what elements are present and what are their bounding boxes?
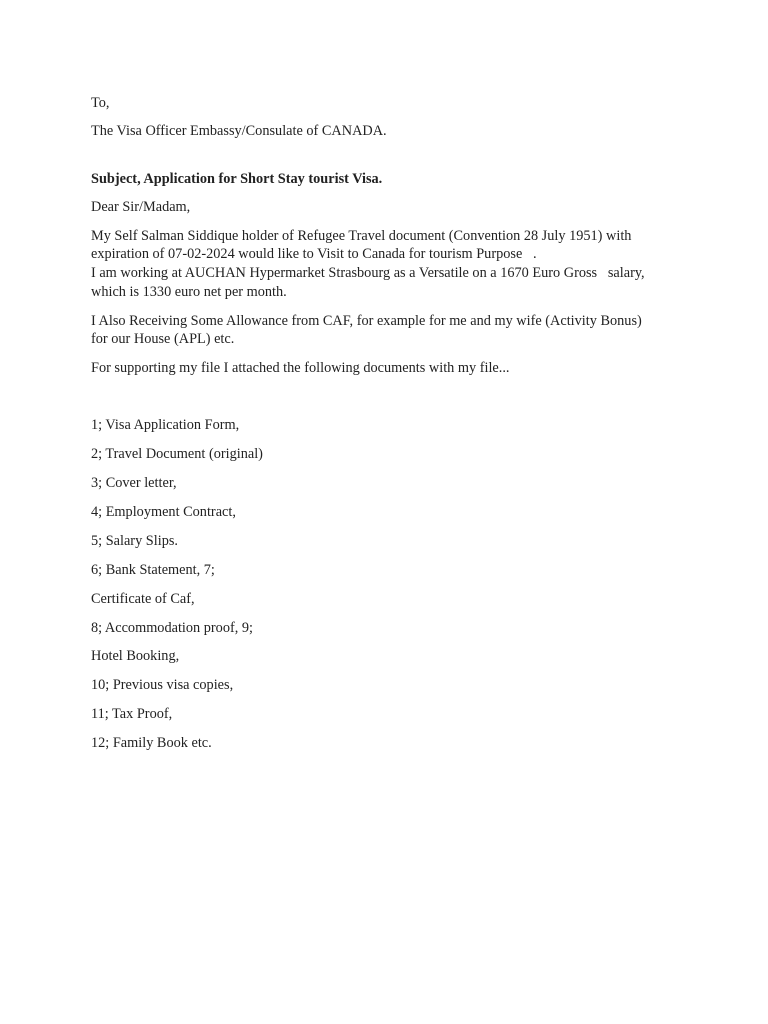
paragraph-line: My Self Salman Siddique holder of Refugee Travel document (Convention 28 July 1951) with <box>91 228 632 244</box>
document-list-item: 2; Travel Document (original) <box>91 446 263 462</box>
document-list-item: 10; Previous visa copies, <box>91 677 234 693</box>
document-list-item: 5; Salary Slips. <box>91 533 178 549</box>
subject-line: Subject, Application for Short Stay tourist Visa. <box>91 171 383 187</box>
greeting: Dear Sir/Madam, <box>91 199 191 215</box>
document-list-item: 4; Employment Contract, <box>91 504 236 520</box>
document-list-item: Certificate of Caf, <box>91 591 195 607</box>
document-list-item: 12; Family Book etc. <box>91 735 212 751</box>
document-list-item: 1; Visa Application Form, <box>91 417 240 433</box>
document-list-item: 11; Tax Proof, <box>91 706 173 722</box>
recipient-line: The Visa Officer Embassy/Consulate of CANADA. <box>91 123 387 139</box>
paragraph-line: expiration of 07-02-2024 would like to Visit to Canada for tourism Purpose . <box>91 246 537 262</box>
paragraph-line: I Also Receiving Some Allowance from CAF, for example for me and my wife (Activity Bonus) <box>91 313 642 329</box>
paragraph-line: which is 1330 euro net per month. <box>91 284 287 300</box>
paragraph-line: For supporting my file I attached the following documents with my file... <box>91 360 510 376</box>
document-list-item: 6; Bank Statement, 7; <box>91 562 215 578</box>
paragraph-line: I am working at AUCHAN Hypermarket Strasbourg as a Versatile on a 1670 Euro Gross salary, <box>91 265 645 281</box>
paragraph-line: for our House (APL) etc. <box>91 331 235 347</box>
document-list-item: 8; Accommodation proof, 9; <box>91 620 254 636</box>
document-list-item: 3; Cover letter, <box>91 475 177 491</box>
document-list-item: Hotel Booking, <box>91 648 180 664</box>
salutation-to: To, <box>91 95 110 111</box>
